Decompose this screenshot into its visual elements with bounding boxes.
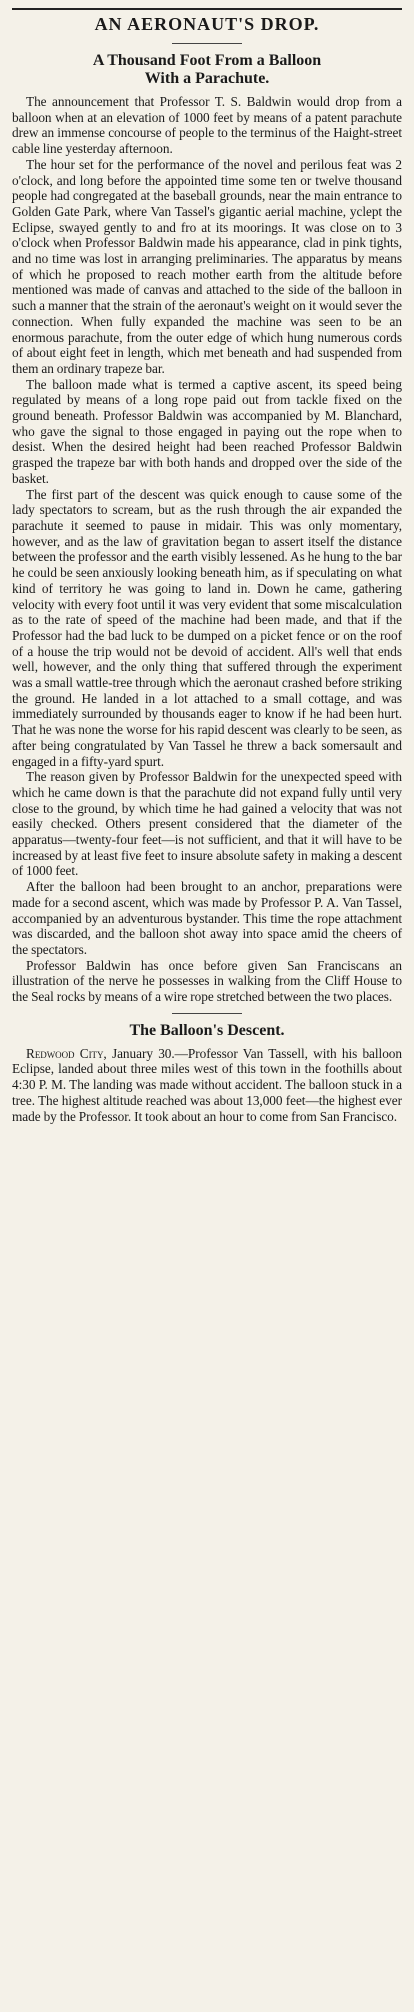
paragraph-2: The hour set for the performance of the novel and perilous feat was 2 o'clock, and long before the appointed time some ten or twelve thousand people had congregated at the baseball grounds, near the main entrance to Golden Gate Park, where Van Tassel's gigantic aerial machine, yclept the Eclipse, swayed gently to and fro at its moorings. It was close on to 3 o'clock when Professor Baldwin made his appearance, clad in pink tights, and no time was lost in arranging preliminaries. The apparatus by means of which he proposed to reach mother earth from the altitude before mentioned was made of canvas and attached to the side of the balloon in such a manner that the strain of the aeronaut's weight on it would sever the connection. When fully expanded the machine was seen to be an enormous parachute, from the outer edge of which hung numerous cords of about eight feet in length, which met beneath and had suspended from them an ordinary trapeze bar. [12,156,402,376]
paragraph-7: Professor Baldwin has once before given San Franciscans an illustration of the nerve he possesses in walking from the Cliff House to the Seal rocks by means of a wire rope stretched between the two places. [12,957,402,1005]
article-divider [172,1013,242,1014]
dateline-body: January 30.—Professor Van Tassell, with his balloon Eclipse, landed about three miles west of this town in the foothills about 4:30 P. M. The landing was made without accident. The balloon stuck in a tree. The highest altitude reached was about 13,000 feet—the highest ever made by the Professor. It took about an hour to come from San Francisco. [12,1045,402,1124]
article-subheadline-1: A Thousand Foot From a Balloon [92,52,322,69]
second-article-headline: The Balloon's Descent. [129,1021,285,1039]
article-headline: AN AERONAUT'S DROP. [94,14,320,34]
headline-divider [172,43,242,44]
article-subheadline-2: With a Parachute. [144,70,270,87]
paragraph-4: The first part of the descent was quick enough to cause some of the lady spectators to scream, but as the rush through the air expanded the parachute it seemed to pause in midair. This was only momentary, however, and as the law of gravitation began to assert itself the distance between the professor and the earth visibly lessened. As he hung to the bar he could be seen anxiously looking beneath him, as if speculating on what kind of territory he was going to land in. Down he came, gathering velocity with every foot until it was very evident that some miscalculation as to the rate of speed of the machine had been made, and that if the Professor had the bad luck to be dumped on a picket fence or on the roof of a house the trip would not be devoid of accident. All's well that ends well, however, and the only thing that suffered through the experiment was a small wattle-tree through which the aeronaut crashed before striking the ground. He landed in a lot attached to a small cottage, and was immediately surrounded by thousands eager to know if he had been hurt. That he was none the worse for his rapid descent was clearly to be seen, as after being congratulated by Van Tassel he threw a back somersault and engaged in a fifty-yard spurt. [12,486,402,769]
paragraph-5: The reason given by Professor Baldwin for the unexpected speed with which he came down is that the parachute did not expand fully until very close to the ground, by which time he had gained a velocity that was not easily checked. Others present considered that the diameter of the apparatus—twenty-four feet—is not sufficient, and that it will have to be increased by at least five feet to insure absolute safety in making a descent of 1000 feet. [12,769,402,879]
paragraph-1: The announcement that Professor T. S. Baldwin would drop from a balloon when at an elevation of 1000 feet by means of a patent parachute drew an immense concourse of people to the terminus of the Haight-street cable line yesterday afternoon. [12,94,402,157]
dateline-paragraph [12,1046,402,1125]
paragraph-3: The balloon made what is termed a captive ascent, its speed being regulated by means of a long rope paid out from tackle fixed on the ground beneath. Professor Baldwin was accompanied by M. Blanchard, who gave the signal to those engaged in paying out the rope when to desist. When the desired height had been reached Professor Baldwin grasped the trapeze bar with both hands and dropped over the side of the basket. [12,376,402,486]
dateline-place: Redwood City, [26,1045,107,1061]
top-rule [12,8,402,10]
paragraph-6: After the balloon had been brought to an anchor, preparations were made for a second ascent, which was made by Professor P. A. Van Tassel, accompanied by an adventurous bystander. This time the rope attachment was discarded, and the balloon shot away into space amid the cheers of the spectators. [12,879,402,957]
